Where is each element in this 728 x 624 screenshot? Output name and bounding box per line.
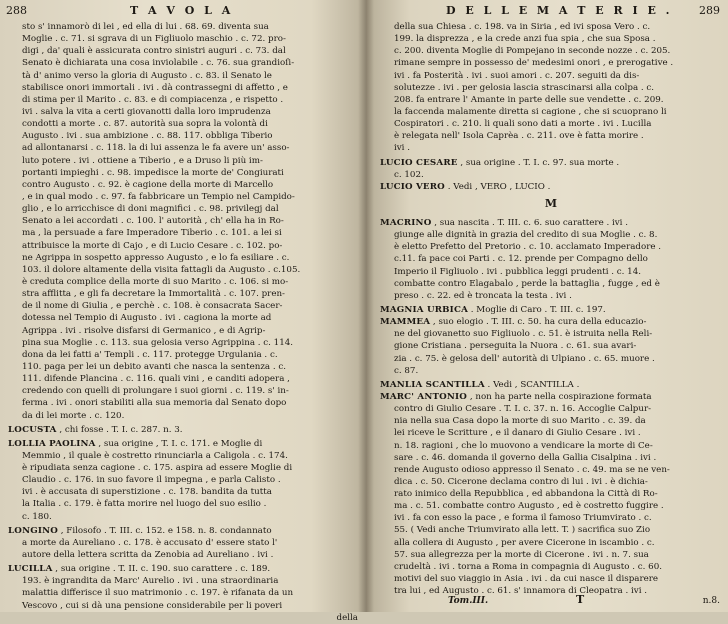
right-index-text [380, 21, 722, 597]
index-line: crudeltà . ivi . torna a Roma in compagnia di Augusto . c. 60. [394, 561, 662, 572]
index-line: stra afflitta , e gli fa decretare la Immortalità . c. 107. pren- [22, 289, 285, 300]
index-line: combatte contro Elagabalo , perde la battaglia , fugge , ed è [394, 278, 660, 289]
index-line: malattia differisce il suo matrimonio . c. 197. è rifanata da un [22, 588, 294, 599]
index-line: c. 180. [22, 511, 52, 522]
right-running-title: D E L L E M A T E R I E . [446, 4, 673, 17]
index-line: ivi . fa Posterità . ivi . suoi amori . c. 207. seguiti da dis- [394, 70, 640, 81]
index-line: tra lui , ed Augusto . c. 61. s' innamora di Cleopatra . ivi . [394, 586, 647, 597]
index-line: Vescovo , cui si dà una pensione considerabile per li poveri [22, 600, 283, 611]
index-line: Senato è dichiarata una cosa inviolabile . c. 76. sua grandioſi- [22, 58, 295, 69]
index-line: della sua Chiesa . c. 198. va in Siria , ed ivi sposa Vero . c. [394, 22, 651, 32]
index-line: solutezze . ivi . per gelosia lascia strascinarsi alla colpa . c. [394, 82, 655, 93]
index-line: sto s' innamorò di lei , ed ella di lui . 68. 69. diventa sua [22, 22, 269, 32]
index-line: MANLIA SCANTILLA . Vedi , SCANTILLA . [380, 379, 580, 390]
index-line: ivi . salva la vita a certi giovanotti dalla loro imprudenza [22, 106, 271, 117]
index-line: rato inimico della Repubblica , ed abbandona la Città di Ro- [394, 489, 658, 500]
index-line: Augusto . ivi . sua ambizione . c. 88. 117. obbliga Tiberio [22, 131, 273, 142]
left-page-number: 288 [6, 4, 27, 17]
index-line: 57. sua allegrezza per la morte di Cicerone . ivi . n. 7. sua [394, 549, 649, 560]
index-line: digi , da' quali è assicurata contro sinistri auguri . c. 73. dal [22, 46, 286, 57]
index-line: 193. è ingrandita da Marc' Aurelio . ivi . una straordinaria [22, 576, 279, 587]
right-page [366, 0, 728, 612]
index-line: luto potere . ivi . ottiene a Tiberio , e a Druso li più im- [22, 155, 263, 166]
index-line: lei riceve le Scritture , e il danaro di Giulio Cesare . ivi . [394, 428, 641, 439]
index-line: nia nella sua Casa dopo la morte di suo Marito . c. 39. da [394, 416, 646, 427]
index-line: MAMMEA , suo elogio . T. III. c. 50. ha cura della educazio- [380, 317, 647, 328]
index-line: di stima per il Marito . c. 83. e di compiacenza , e rispetto . [22, 94, 284, 105]
index-line: è ripudiata senza cagione . c. 175. aspira ad essere Moglie di [22, 463, 293, 474]
index-line: Senato a lei accordati . c. 100. l' autorità , ch' ella ha in Ro- [22, 216, 284, 227]
index-line: 110. paga per lei un debito avanti che nasca la sentenza . c. [22, 361, 287, 372]
index-line: , e in qual modo . c. 97. fa fabbricare un Tempio nel Campido- [22, 191, 295, 202]
index-line: c. 200. diventa Moglie di Pompejano in seconde nozze . c. 205. [394, 46, 671, 57]
index-line: autore della lettera scritta da Zenobia ad Aureliano . ivi . [22, 550, 274, 561]
index-line: ma , la persuade a fare Imperadore Tiberio . c. 101. a lei si [22, 228, 282, 239]
index-line: contro di Giulio Cesare . T. I. c. 37. n. 16. Accoglie Calpur- [394, 404, 652, 415]
index-line: Imperio il Figliuolo . ivi . pubblica leggi prudenti . c. 14. [394, 266, 641, 277]
index-line: ferma . ivi . onori stabiliti alla sua memoria dal Senato dopo [22, 398, 287, 409]
book-gutter [358, 0, 374, 612]
index-line: ivi . fa con esso la pace , e forma il famoso Triumvirato . c. [394, 513, 652, 524]
index-line: Cospiratori . c. 210. li quali sono dati a morte . ivi . Lucilla [394, 119, 652, 130]
index-line: Claudio . c. 176. in suo favore il impegna , e parla Calisto . [22, 475, 281, 486]
index-line: MACRINO , sua nascita . T. III. c. 6. suo carattere . ivi . [380, 217, 628, 228]
index-line: ne Agrippa in sospetto appresso Augusto , e lo fa esiliare . c. [22, 252, 290, 263]
index-line: motivi del suo viaggio in Asia . ivi . da cui nasce il disparere [394, 574, 659, 585]
index-line: ad allontanarsi . c. 118. la di lui assenza le fa avere un' asso- [22, 143, 290, 154]
index-line: LUCIO CESARE , sua origine . T. I. c. 97. sua morte . [380, 157, 620, 168]
index-line: ma . c. 51. combatte contro Augusto , ed è costretto fuggire . [394, 501, 664, 512]
index-line: da di lei morte . c. 120. [22, 410, 125, 421]
index-line: dotessa nel Tempio di Augusto . ivi . cagiona la morte ad [22, 313, 272, 324]
index-line: è eletto Prefetto del Pretorio . c. 10. acclamato Imperadore . [394, 242, 662, 253]
index-line: LOLLIA PAOLINA , sua origine , T. I. c. 171. e Moglie di [8, 438, 263, 449]
index-line: giunge alle dignità in grazia del credito di sua Moglie . c. 8. [394, 230, 658, 241]
index-line: LUCILLA , sua origine . T. II. c. 190. suo carattere . c. 189. [8, 564, 271, 575]
left-page-header [0, 0, 366, 22]
index-line: alla collera di Augusto , per avere Cicerone in iscambio . c. [394, 537, 655, 548]
index-line: rimane sempre in possesso de' medesimi onori , e prerogative . [394, 58, 674, 69]
footer-catchword: n.8. [702, 596, 720, 606]
index-line: dona da lei fatti a' Templi . c. 117. protegge Urgulania . c. [22, 349, 278, 360]
index-line: è creduta complice della morte di suo Marito . c. 106. si mo- [22, 276, 289, 287]
index-line: glio , e lo arricchisce di doni magnifici . c. 98. privilegj dal [22, 204, 279, 215]
index-line: c.11. fa pace coi Parti . c. 12. prende per Compagno dello [394, 254, 648, 265]
index-line: c. 102. [394, 169, 424, 180]
index-line: de il nome di Giulia , e perchè . c. 108. è consacrata Sacer- [22, 301, 283, 312]
index-line: a morte da Aureliano . c. 178. è accusato d' essere stato l' [22, 537, 278, 548]
index-line: preso . c. 22. ed è troncata la testa . ivi . [394, 290, 572, 301]
index-line: contro Augusto . c. 92. è cagione della morte di Marcello [22, 179, 274, 190]
index-line: c. 87. [394, 365, 419, 376]
index-line: LONGINO , Filosofo . T. III. c. 152. e 158. n. 8. condannato [8, 525, 272, 536]
index-line: la Italia . c. 179. è fatta morire nel luogo del suo esilio . [22, 499, 267, 510]
index-line: LUCIO VERO . Vedi , VERO , LUCIO . [380, 181, 551, 192]
left-running-title: T A V O L A [130, 4, 234, 17]
index-line: ivi . [394, 143, 410, 154]
index-line: è relegata nell' Isola Caprèa . c. 211. ove è fatta morire . [394, 131, 644, 142]
index-line: pina sua Moglie . c. 113. sua gelosia verso Agrippina . c. 114. [22, 337, 294, 348]
footer-volume: Tom.III. [448, 596, 489, 606]
index-line: ivi . è accusata di superstizione . c. 178. bandita da tutta [22, 487, 272, 498]
index-line: stabilisce onori immortali . ivi . dà contrassegni di affetto , e [22, 82, 288, 93]
index-line: Agrippa . ivi . risolve disfarsi di Germanico , e di Agrip- [22, 325, 266, 336]
index-line: 199. la disprezza , e la crede anzi fua spia , che sua Sposa . [394, 34, 656, 45]
index-line: credendo con quelli di prolungare i suoi giorni . c. 119. s' in- [22, 386, 289, 397]
index-line: MAGNIA URBICA . Moglie di Caro . T. III. c. 197. [380, 304, 606, 315]
index-line: Moglie . c. 71. si sgrava di un Figliuolo maschio . c. 72. pro- [22, 34, 286, 45]
index-line: dica . c. 50. Cicerone declama contro di lui . ivi . è dichia- [394, 476, 648, 487]
index-line: la faccenda malamente diretta si cagione , che si scuoprano li [394, 106, 667, 117]
index-line: rende Augusto odioso appresso il Senato . c. 49. ma se ne ven- [394, 464, 670, 475]
right-page-number: 289 [699, 4, 720, 17]
left-index-text [8, 21, 358, 624]
index-line: ne del giovanetto suo Figliuolo . c. 51. è istruita nella Reli- [394, 329, 653, 340]
index-line: zia . c. 75. è gelosa dell' autorità di Ulpiano . c. 65. muore . [394, 353, 655, 364]
index-line: 111. difende Plancina . c. 116. quali vini , e canditi adopera , [22, 374, 290, 385]
index-line: LOCUSTA , chi fosse . T. I. c. 287. n. 3. [8, 424, 183, 435]
index-line: della [336, 612, 358, 623]
index-line: portanti impieghi . c. 98. impedisce la morte de' Congiurati [22, 167, 284, 178]
index-line: tà d' animo verso la gloria di Augusto . c. 83. il Senato le [22, 70, 272, 81]
index-line: gione Cristiana . perseguita la Nuora . c. 61. sua avari- [394, 341, 637, 352]
right-page-header [366, 0, 728, 22]
index-line: 55. ( Vedi anche Triumvirato alla lett. T. ) sacrifica suo Zio [394, 525, 651, 536]
footer-signature: T [576, 593, 585, 606]
index-line: 208. fa entrare l' Amante in parte delle sue vendette . c. 209. [394, 94, 664, 105]
index-line: 103. il dolore altamente della visita fattagli da Augusto . c.105. [22, 264, 301, 275]
index-line: MARC' ANTONIO , non ha parte nella cospirazione formata [380, 391, 652, 402]
index-line: attribuisce la morte di Cajo , e di Lucio Cesare . c. 102. po- [22, 240, 283, 251]
index-line: Memmio , il quale è costretto rinunciarla a Caligola . c. 174. [22, 450, 288, 461]
index-line: sare . c. 46. domanda il governo della Gallia Cisalpina . ivi . [394, 452, 657, 463]
section-letter: M [544, 196, 558, 210]
index-line: n. 18. ragioni , che lo muovono a vendicare la morte di Ce- [394, 440, 653, 451]
index-line: condotti a morte . c. 87. autorità sua sopra la volontà di [22, 119, 268, 130]
